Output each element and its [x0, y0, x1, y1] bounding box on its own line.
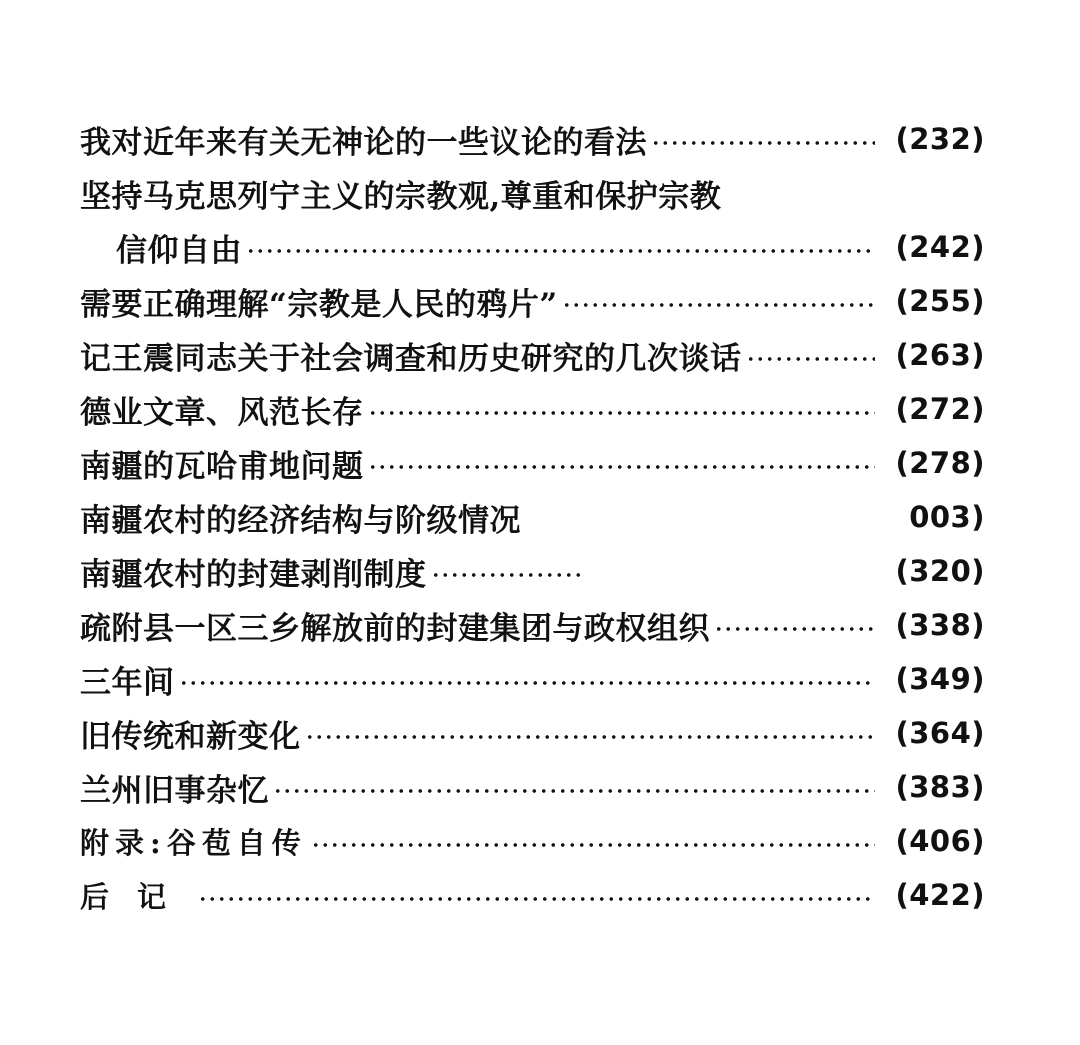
dot-leader [368, 464, 876, 470]
toc-entry-page: (255) [895, 284, 985, 318]
toc-entry-page: (383) [895, 770, 985, 804]
dot-leader [368, 410, 876, 416]
toc-entry-page: 003) [909, 500, 985, 534]
dot-leader [273, 788, 875, 794]
toc-entry-page: (349) [895, 662, 985, 696]
toc-entry-page: (364) [895, 716, 985, 750]
toc-entry-title: 三年间 [80, 664, 175, 701]
toc-entry [80, 382, 985, 436]
toc-entry-title: 疏附县一区三乡解放前的封建集团与政权组织 [80, 610, 710, 647]
toc-entry-title: 记王震同志关于社会调查和历史研究的几次谈话 [80, 340, 742, 377]
toc-entry-title: 信仰自由 [116, 232, 242, 269]
toc-entry-title: 旧传统和新变化 [80, 718, 301, 755]
toc-entry-page: (232) [895, 122, 985, 156]
toc-entry [80, 436, 985, 490]
toc-entry [80, 328, 985, 382]
toc-entry-page: (278) [895, 446, 985, 480]
toc-entry [80, 274, 985, 328]
toc-entry-page: (320) [895, 554, 985, 588]
toc-entry [80, 544, 985, 598]
toc-entry [80, 598, 985, 652]
toc-entry [80, 652, 985, 706]
toc-entry-page: (422) [895, 878, 985, 912]
dot-leader [746, 356, 876, 362]
toc-entry-title: 我对近年来有关无神论的一些议论的看法 [80, 124, 647, 161]
table-of-contents [80, 112, 985, 922]
toc-entry-title: 南疆农村的封建剥削制度 [80, 556, 427, 593]
toc-entry [80, 490, 985, 544]
toc-entry-title: 兰州旧事杂忆 [80, 772, 269, 809]
toc-entry-continuation [80, 220, 985, 274]
dot-leader [198, 896, 875, 902]
toc-entry-title: 南疆农村的经济结构与阶级情况 [80, 502, 521, 539]
dot-leader [651, 140, 875, 146]
dot-leader [305, 734, 876, 740]
dot-leader [714, 626, 875, 632]
toc-entry-title: 需要正确理解“宗教是人民的鸦片” [80, 286, 558, 323]
toc-entry-title: 坚持马克思列宁主义的宗教观,尊重和保护宗教 [80, 178, 722, 215]
dot-leader [179, 680, 876, 686]
toc-entry-title: 附录:谷苞自传 [80, 825, 307, 860]
toc-entry [80, 112, 985, 166]
toc-entry [80, 706, 985, 760]
dot-leader [431, 572, 581, 578]
toc-entry-title: 后记 [80, 879, 195, 914]
toc-entry [80, 166, 985, 220]
toc-entry-page: (272) [895, 392, 985, 426]
toc-entry [80, 868, 985, 922]
toc-entry-page: (263) [895, 338, 985, 372]
toc-entry [80, 814, 985, 868]
dot-leader [246, 248, 875, 254]
toc-entry-title: 南疆的瓦哈甫地问题 [80, 448, 364, 485]
toc-entry-title: 德业文章、风范长存 [80, 394, 364, 431]
toc-entry-page: (242) [895, 230, 985, 264]
toc-entry [80, 760, 985, 814]
toc-entry-page: (338) [895, 608, 985, 642]
toc-entry-page: (406) [895, 824, 985, 858]
dot-leader [311, 842, 875, 848]
dot-leader [562, 302, 875, 308]
